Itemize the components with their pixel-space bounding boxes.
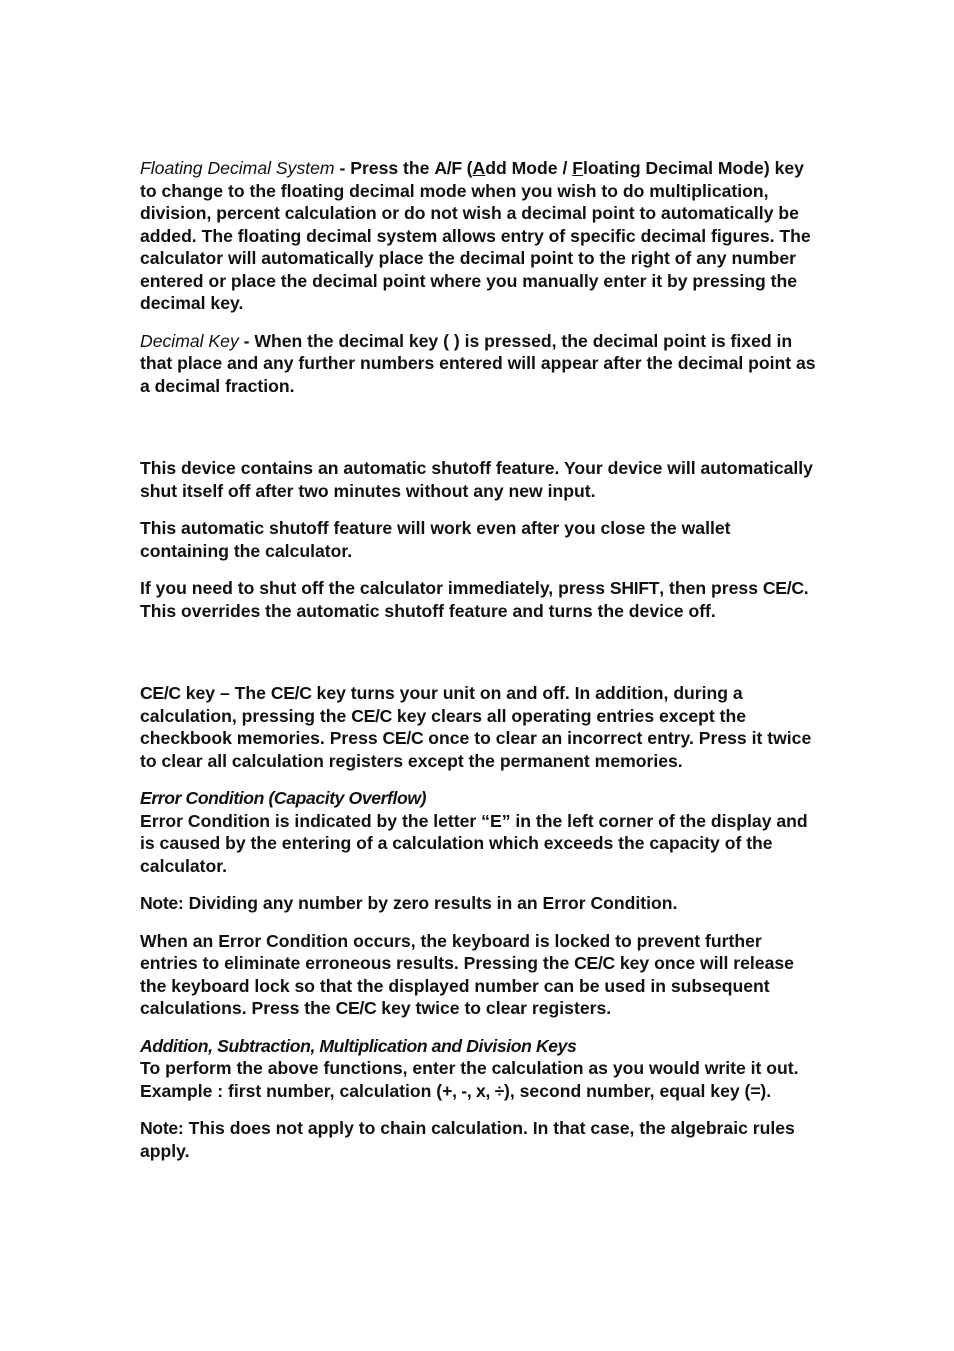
decimal-key-paragraph: Decimal Key - When the decimal key ( ) is pressed, the decimal point is fixed in that place and any further numbers entered will appear after the decimal point as a decimal fraction.	[140, 330, 816, 396]
cec-key-label: CE/C	[574, 953, 615, 973]
floating-decimal-paragraph: Floating Decimal System - Press the A/F (Add Mode / Floating Decimal Mode) key to change to the floating decimal mode when you wish to do multiplication, division, percent calculation or do not wish a decimal point to automatically be added. The floating decimal system allows entry of specific decimal figures. The calculator will automatically place the decimal point to the right of any number entered or place the decimal point where you manually enter it by pressing the decimal key.	[140, 158, 811, 313]
af-key-label: A/F	[434, 158, 462, 178]
error-condition-heading: Error Condition (Capacity Overflow)	[140, 788, 427, 808]
note-label: Note	[140, 1118, 178, 1138]
floating-decimal-title: Floating Decimal System	[140, 158, 335, 178]
section-gap	[140, 637, 820, 682]
cec-key-label: CE/C	[382, 728, 424, 748]
note-label: Note	[140, 893, 178, 913]
shift-key-label: SHIFT	[609, 578, 660, 598]
equal-key-label: =	[750, 1080, 761, 1101]
arithmetic-heading: Addition, Subtraction, Multiplication and Division Keys	[140, 1035, 577, 1056]
document-page	[140, 157, 820, 1177]
cec-key-label: CE/C	[762, 578, 804, 598]
arithmetic-paragraph: Addition, Subtraction, Multiplication and Division Keys To perform the above functions, enter the calculation as you would write it out. Example : first number, calculation (+, -, x, ÷), second number, equal key (=).	[140, 1035, 820, 1103]
cec-key-paragraph: CE/C key – The CE/C key turns your unit on and off. In addition, during a calculation, pressing the CE/C key clears all operating entries except the checkbook memories. Press CE/C once to clear an incorrect entry. Press it twice to clear all calculation registers except the permanent memories.	[140, 683, 812, 771]
cec-key-label: CE/C	[351, 705, 393, 726]
arithmetic-note-paragraph: Note: This does not apply to chain calculation. In that case, the algebraic rules apply.	[140, 1118, 795, 1161]
operator-keys-label: +, -, x, ÷	[442, 1080, 505, 1101]
error-lock-paragraph: When an Error Condition occurs, the keyboard is locked to prevent further entries to eliminate erroneous results. Pressing the CE/C key once will release the keyboard lock so that the displayed number can be used in subsequent calculations. Press the CE/C key twice to clear registers.	[140, 930, 794, 1018]
decimal-key-title: Decimal Key	[140, 330, 239, 351]
error-note-paragraph: Note: Dividing any number by zero results in an Error Condition.	[140, 893, 678, 913]
section-gap	[140, 412, 820, 457]
error-condition-paragraph: Error Condition (Capacity Overflow) Error Condition is indicated by the letter “E” in the left corner of the display and is caused by the entering of a calculation which exceeds the capacity of the calculator.	[140, 787, 820, 877]
shutoff-paragraph-3: If you need to shut off the calculator immediately, press SHIFT, then press CE/C. This overrides the automatic shutoff feature and turns the device off.	[140, 578, 809, 621]
cec-key-label: CE/C	[270, 683, 312, 703]
shutoff-paragraph-2: This automatic shutoff feature will work even after you close the wallet containing the calculator.	[140, 518, 731, 561]
cec-key-label: CE/C	[140, 683, 181, 703]
cec-key-label: CE/C	[335, 998, 377, 1018]
shutoff-paragraph-1: This device contains an automatic shutoff feature. Your device will automatically shut itself off after two minutes without any new input.	[140, 458, 813, 501]
